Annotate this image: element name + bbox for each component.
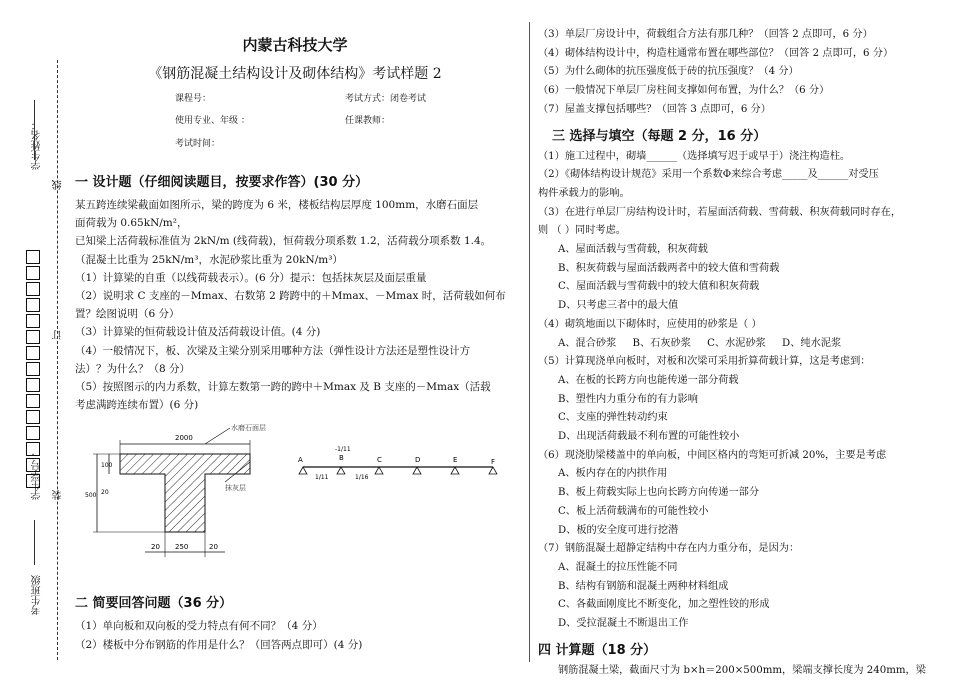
exam-meta	[75, 91, 515, 161]
coef-span-2: 1/16	[355, 474, 369, 482]
binding-mark-line: 线	[53, 180, 64, 190]
sec3-line: （1）施工过程中，砌墙______（选择填写迟于或早于）浇注构造柱。	[538, 150, 851, 162]
binding-strip	[0, 0, 66, 691]
coef-span-1: 1/11	[315, 474, 329, 482]
dim-top: 2000	[175, 434, 193, 443]
binding-mark-bind: 装	[53, 490, 64, 500]
class-label: 考生班级	[32, 575, 43, 615]
section-3-title: 三 选择与填空（每题 2 分，16 分）	[552, 128, 767, 144]
sec3-option: D、出现活荷载最不利布置的可能性较小	[558, 431, 740, 443]
sec2-line: （2）楼板中分布钢筋的作用是什么？（回答两点即可）(4 分)	[75, 638, 363, 651]
sec3-line: （3）在进行单层厂房结构设计时，若屋面活荷载、雪荷载、积灰荷载同时存在，	[538, 206, 902, 218]
support-b: B	[339, 454, 344, 463]
sec2-continued-line: （5）为什么砌体的抗压强度低于砖的抗压强度？（4 分）	[538, 66, 799, 78]
sec1-line: 置？绘图说明（6 分）	[75, 308, 180, 321]
exam-mode: 考试方式：闭卷考试	[345, 94, 427, 104]
sec1-line: （2）说明求 C 支座的－Mmax、右数第 2 跨跨中的＋Mmax、－Mmax 时，活荷载如何布	[75, 290, 506, 303]
sec3-option: B、结构有钢筋和混凝土两种材料组成	[558, 580, 729, 592]
binding-mark-order: 订	[53, 330, 64, 340]
figure-svg	[75, 422, 515, 592]
dim-h3: 500	[85, 492, 97, 500]
column-divider	[529, 22, 530, 662]
section-2-title: 二 简要回答问题（36 分）	[75, 596, 233, 612]
major-grade: 使用专业、年级 ：	[175, 116, 250, 126]
dim-b1: 20	[151, 543, 160, 552]
section-4-title: 四 计算题（18 分）	[538, 642, 657, 658]
dim-h1: 100	[101, 462, 113, 470]
support-f: F	[491, 458, 496, 467]
sec3-line: （2）《砌体结构设计规范》采用一个系数Φ来综合考虑_____及______对受压	[538, 169, 879, 181]
sec2-continued-line: （3）单层厂房设计中，荷载组合方法有那几种？（回答 2 点即可，6 分）	[538, 29, 873, 40]
sec2-continued-line: （6）一般情况下单层厂房柱间支撑如何布置，为什么？（6 分）	[538, 85, 830, 97]
teacher: 任课教师：	[345, 116, 391, 126]
sec3-option: A、在板的长跨方向也能传递一部分荷载	[558, 374, 739, 386]
sec1-line: 面荷载为 0.65kN/m²，	[75, 217, 188, 230]
sec3-option: A、板内存在的内拱作用	[558, 468, 668, 480]
sec3-option: C、屋面活载与雪荷载中的较大值和积灰荷载	[558, 281, 760, 293]
sec1-line: 考虑满跨连续布置）(6 分)	[75, 399, 199, 412]
sec3-line: （4）砌筑地面以下砌体时，应使用的砂浆是（ ）	[538, 318, 762, 330]
sec3-option: D、受拉混凝土不断退出工作	[558, 618, 689, 630]
sec3-option: B、积灰荷载与屋面活载两者中的较大值和雪荷载	[558, 262, 780, 274]
sec1-line: （混凝土比重为 25kN/m³，水泥砂浆比重为 20kN/m³）	[75, 253, 343, 266]
binding-dotted-line	[57, 60, 58, 660]
sec3-line: 则 （ ）同时考虑。	[538, 225, 626, 237]
sec3-option: C、各截面刚度比不断变化，加之塑性铰的形成	[558, 599, 770, 611]
university-name: 内蒙古科技大学	[242, 36, 348, 54]
continuous-beam	[299, 467, 497, 474]
support-e: E	[453, 456, 458, 465]
dim-b2: 250	[175, 543, 189, 552]
left-column	[75, 30, 515, 654]
exam-title: 《钢筋混凝土结构设计及砌体结构》考试样题 2	[148, 66, 442, 82]
sec1-line: （5）按照图示的内力系数，计算左数第一跨的跨中＋Mmax 及 B 支座的－Mmax（活载	[75, 381, 491, 394]
sec3-option: A、混凝土的拉压性能不同	[558, 561, 678, 573]
sec1-line: 某五跨连续梁截面如图所示，梁的跨度为 6 米，楼板结构层厚度 100mm，水磨石面层	[75, 199, 479, 211]
sec3-option: B、板上荷载实际上也向长跨方向传递一部分	[558, 487, 760, 499]
plaster-layer-label: 抹灰层	[225, 484, 246, 493]
student-id-label: 学生学号：	[32, 450, 43, 500]
coef-support-b: -1/11	[335, 446, 351, 454]
beam-figure	[75, 422, 515, 592]
sec1-line: 已知梁上活荷载标准值为 2kN/m (线荷载)，恒荷载分项系数 1.2，活荷载分项系数 1.4。	[75, 235, 492, 248]
sec1-line: （4）一般情况下，板、次梁及主梁分别采用哪种方法（弹性设计方法还是塑性设计方	[75, 344, 471, 357]
course-no: 课程号：	[175, 94, 212, 104]
sec3-option: B、塑性内力重分布的有力影响	[558, 393, 698, 405]
sec2-continued-line: （4）砌体结构设计中，构造柱通常布置在哪些部位？（回答 2 点即可，6 分）	[538, 47, 894, 59]
sec3-option: C、支座的弹性转动约束	[558, 412, 668, 424]
sec3-line: （5）计算现浇单向板时，对板和次梁可采用折算荷载计算，这是考虑到：	[538, 356, 871, 368]
sec3-line: （6）现浇肋梁楼盖中的单向板，中间区格内的弯矩可折减 20%，主要是考虑	[538, 449, 887, 461]
sec4-line: 钢筋混凝土梁，截面尺寸为 b×h＝200×500mm，梁端支撑长度为 240mm，梁	[558, 664, 926, 676]
sec1-line: （3）计算梁的恒荷载设计值及活荷载设计值。(4 分)	[75, 326, 321, 339]
surface-layer-label: 水磨石面层	[231, 424, 266, 433]
name-blank-line	[34, 100, 35, 160]
dim-h2: 20	[101, 489, 109, 497]
sec2-continued-line: （7）屋盖支撑包括哪些？（回答 3 点即可，6 分）	[538, 103, 771, 115]
support-a: A	[298, 456, 303, 465]
exam-time: 考试时间：	[175, 139, 221, 149]
sec3-option: A、混合砂浆 B、石灰砂浆 C、水泥砂浆 D、纯水泥浆	[558, 337, 842, 349]
sec1-line: （1）计算梁的自重（以线荷载表示）。(6 分）提示：包括抹灰层及面层重量	[75, 271, 427, 284]
student-name-label: 学生姓名：	[32, 120, 43, 170]
sec2-line: （1）单向板和双向板的受力特点有何不同？（4 分）	[75, 620, 323, 633]
sec3-option: D、只考虑三者中的最大值	[558, 300, 679, 312]
class-blank-line	[34, 520, 35, 565]
sec3-option: C、板上活荷载满布的可能性较小	[558, 505, 709, 517]
support-d: D	[415, 456, 421, 465]
sec3-line: （7）钢筋混凝土超静定结构中存在内力重分布，是因为：	[538, 543, 800, 555]
right-column	[538, 26, 958, 681]
sec3-line: 构件承载力的影响。	[538, 187, 630, 199]
sec3-option: A、屋面活载与雪荷载，积灰荷载	[558, 244, 708, 256]
t-section	[93, 428, 250, 557]
sec3-option: D、板的安全度可进行挖潜	[558, 524, 679, 536]
support-c: C	[377, 456, 382, 465]
dim-b3: 20	[209, 543, 218, 552]
section-1-title: 一 设计题（仔细阅读题目，按要求作答）(30 分）	[75, 175, 369, 190]
sec1-line: 法）？为什么？（8 分）	[75, 362, 191, 375]
